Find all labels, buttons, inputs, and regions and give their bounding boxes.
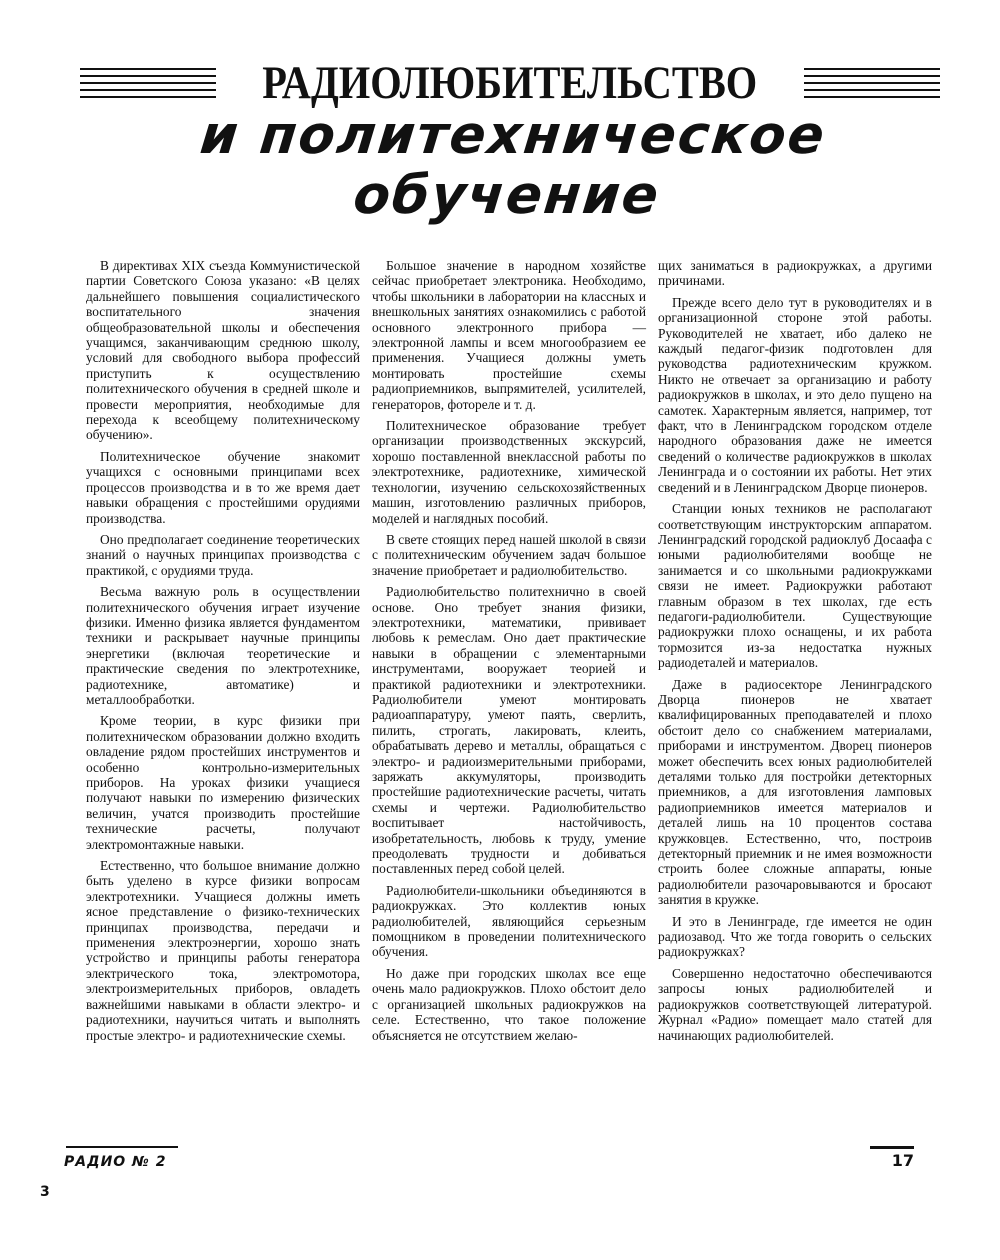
title-row: [80, 58, 940, 108]
paragraph: Даже в радиосекторе Ленинградского Дворца пионеров не хватает квалифицированных преподавателей и плохо обстоит дело со снабжением материалами, приборами и инструментом. Дворец пионеров может обеспечить всех юных радиолюбителей деталями только для постройки детекторных приемников, а для изготовления ламповых радиоприемников имеется материалов и деталей лишь на 10 процентов состава кружковцев. Естественно, что, построив детекторный приемник и не имея возможности строить более сложные аппараты, юные радиолюбители разочаровываются и бросают занятия в кружке.: [658, 676, 932, 908]
column-2: [372, 258, 646, 1049]
paragraph: Кроме теории, в курс физики при политехническом образовании должно входить овладение рядом простейших инструментов и особенно контрольно-измерительных приборов. На уроках физики учащиеся получают навыки по измерению физических величин, учатся производить простейшие технические расчеты, получают электромонтажные навыки.: [86, 713, 360, 852]
paragraph: Весьма важную роль в осуществлении политехнического обучения играет изучение физики. Именно физика является фундаментом техники и раскрывает научные принципы энергетики (включая теоретические и практические сведения по электротехнике, радиотехнике, автоматике) и металлообработки.: [86, 584, 360, 707]
decorative-rules-right: [804, 68, 940, 98]
paragraph: Радиолюбители-школьники объединяются в радиокружках. Это коллектив юных радиолюбителей, являющийся серьезным помощником в проведении политехнического обучения.: [372, 882, 646, 960]
article-title: РАДИОЛЮБИТЕЛЬСТВО: [262, 57, 758, 109]
paragraph: Политехническое обучение знакомит учащихся с основными принципами всех процессов производства и в то же время дает навыки обращения с простейшими орудиями производства.: [86, 448, 360, 526]
page-number: 17: [891, 1151, 914, 1170]
paragraph: Станции юных техников не располагают соответствующим инструкторским аппаратом. Ленинградский городской радиоклуб Досаафа с юными радиолюбителями вообще не занимается и со школьными радиокружками связи не имеет. Радиокружки работают главным образом в тех школах, где есть педагоги-радиолюбители. Существующие радиокружки плохо оснащены, и их работа тормозится из-за недостатка нужных радиодеталей и материалов.: [658, 501, 932, 671]
footer-rule: [66, 1146, 178, 1148]
column-1: [86, 258, 360, 1049]
paragraph: Естественно, что большое внимание должно быть уделено в курсе физики вопросам электротехники. Учащиеся должны иметь ясное представление о физико-технических принципах производства, передачи и применения электроэнергии, хорошо знать устройство и принципы работы генератора электрического тока, электромотора, электроизмерительных приборов, овладеть важнейшими навыками в области электро- и радиотехники, научиться читать и выполнять простые электро- и радиотехнические схемы.: [86, 858, 360, 1043]
page-number-rule: [870, 1146, 914, 1149]
paragraph: В свете стоящих перед нашей школой в связи с политехническим обучением задач большое значение приобретает и радиолюбительство.: [372, 531, 646, 578]
footer-right: [870, 1146, 914, 1170]
paragraph: Но даже при городских школах все еще очень мало радиокружков. Плохо обстоит дело с организацией школьных радиокружков на селе. Естественно, что такое положение объясняется не отсутствием желаю-: [372, 965, 646, 1043]
paragraph: И это в Ленинграде, где имеется не один радиозавод. Что же тогда говорить о сельских радиокружках?: [658, 913, 932, 960]
paragraph-continuation: щих заниматься в радиокружках, а другими причинами.: [658, 258, 932, 289]
column-3: [658, 258, 932, 1049]
magazine-issue: РАДИО № 2: [64, 1154, 167, 1170]
footer-left: [40, 1146, 178, 1200]
paragraph: Оно предполагает соединение теоретических знаний о научных принципах производства с практикой, с орудиями труда.: [86, 531, 360, 578]
decorative-rules-left: [80, 68, 216, 98]
paragraph: Политехническое образование требует организации производственных экскурсий, хорошо поставленной внеклассной работы по электротехнике, радиотехнике, химической технологии, изучению сельскохозяйственных машин, изготовлению различных приборов, моделей и наглядных пособий.: [372, 418, 646, 526]
paragraph: Радиолюбительство политехнично в своей основе. Оно требует знания физики, электротехники, математики, прививает любовь к ремеслам. Оно дает практические навыки в обращении с элементарными инструментами, вооружает теорией и практикой радиотехники и электротехники. Радиолюбители умеют монтировать радиоаппаратуру, умеют паять, сверлить, пилить, строгать, лакировать, клеить, обрабатывать дерево и металлы, обращаться с электро- и радиоизмерительными приборами, заряжать аккумуляторы, производить простейшие радиотехнические расчеты, читать схемы и чертежи. Радиолюбительство воспитывает настойчивость, изобретательность, любовь к труду, умение преодолевать трудности и добиваться поставленных перед собой целей.: [372, 584, 646, 877]
article-subtitle: и политехническое обучение: [197, 105, 830, 226]
article-body: [86, 258, 932, 1049]
paragraph: Совершенно недостаточно обеспечиваются запросы юных радиолюбителей и радиокружков соответствующей литературой. Журнал «Радио» помещает мало статей для начинающих радиолюбителей.: [658, 965, 932, 1043]
article-header: [80, 58, 940, 226]
paragraph: Прежде всего дело тут в руководителях и в организационной стороне этой работы. Руководителей не хватает, ибо далеко не каждый педагог-физик подготовлен для руководства радиотехническим кружком. Никто не отвечает за организацию и работу радиокружков в школах, и это дело пущено на самотек. Характерным является, например, тот факт, что в Ленинградском городском отделе народного образования даже не имеется сведений о количестве радиокружков в школах Ленинграда и о состоянии их работы. Нет этих сведений и в Ленинградском Дворце пионеров.: [658, 294, 932, 495]
margin-mark: 3: [40, 1184, 50, 1200]
paragraph: В директивах XIX съезда Коммунистической партии Советского Союза указано: «В целях дальнейшего повышения социалистического воспитательного значения общеобразовательной школы и обеспечения учащимся, заканчивающим среднюю школу, условий для свободного выбора профессий приступить к осуществлению политехнического обучения в средней школе и провести мероприятия, необходимые для перехода к всеобщему политехническому обучению».: [86, 258, 360, 443]
paragraph: Большое значение в народном хозяйстве сейчас приобретает электроника. Необходимо, чтобы школьники в лаборатории на классных и внешкольных занятиях ознакомились с работой основного электронного прибора — электронной лампы и всем многообразием ее применения. Учащиеся должны уметь монтировать простейшие схемы радиоприемников, выпрямителей, усилителей, генераторов, фотореле и т. д.: [372, 258, 646, 412]
